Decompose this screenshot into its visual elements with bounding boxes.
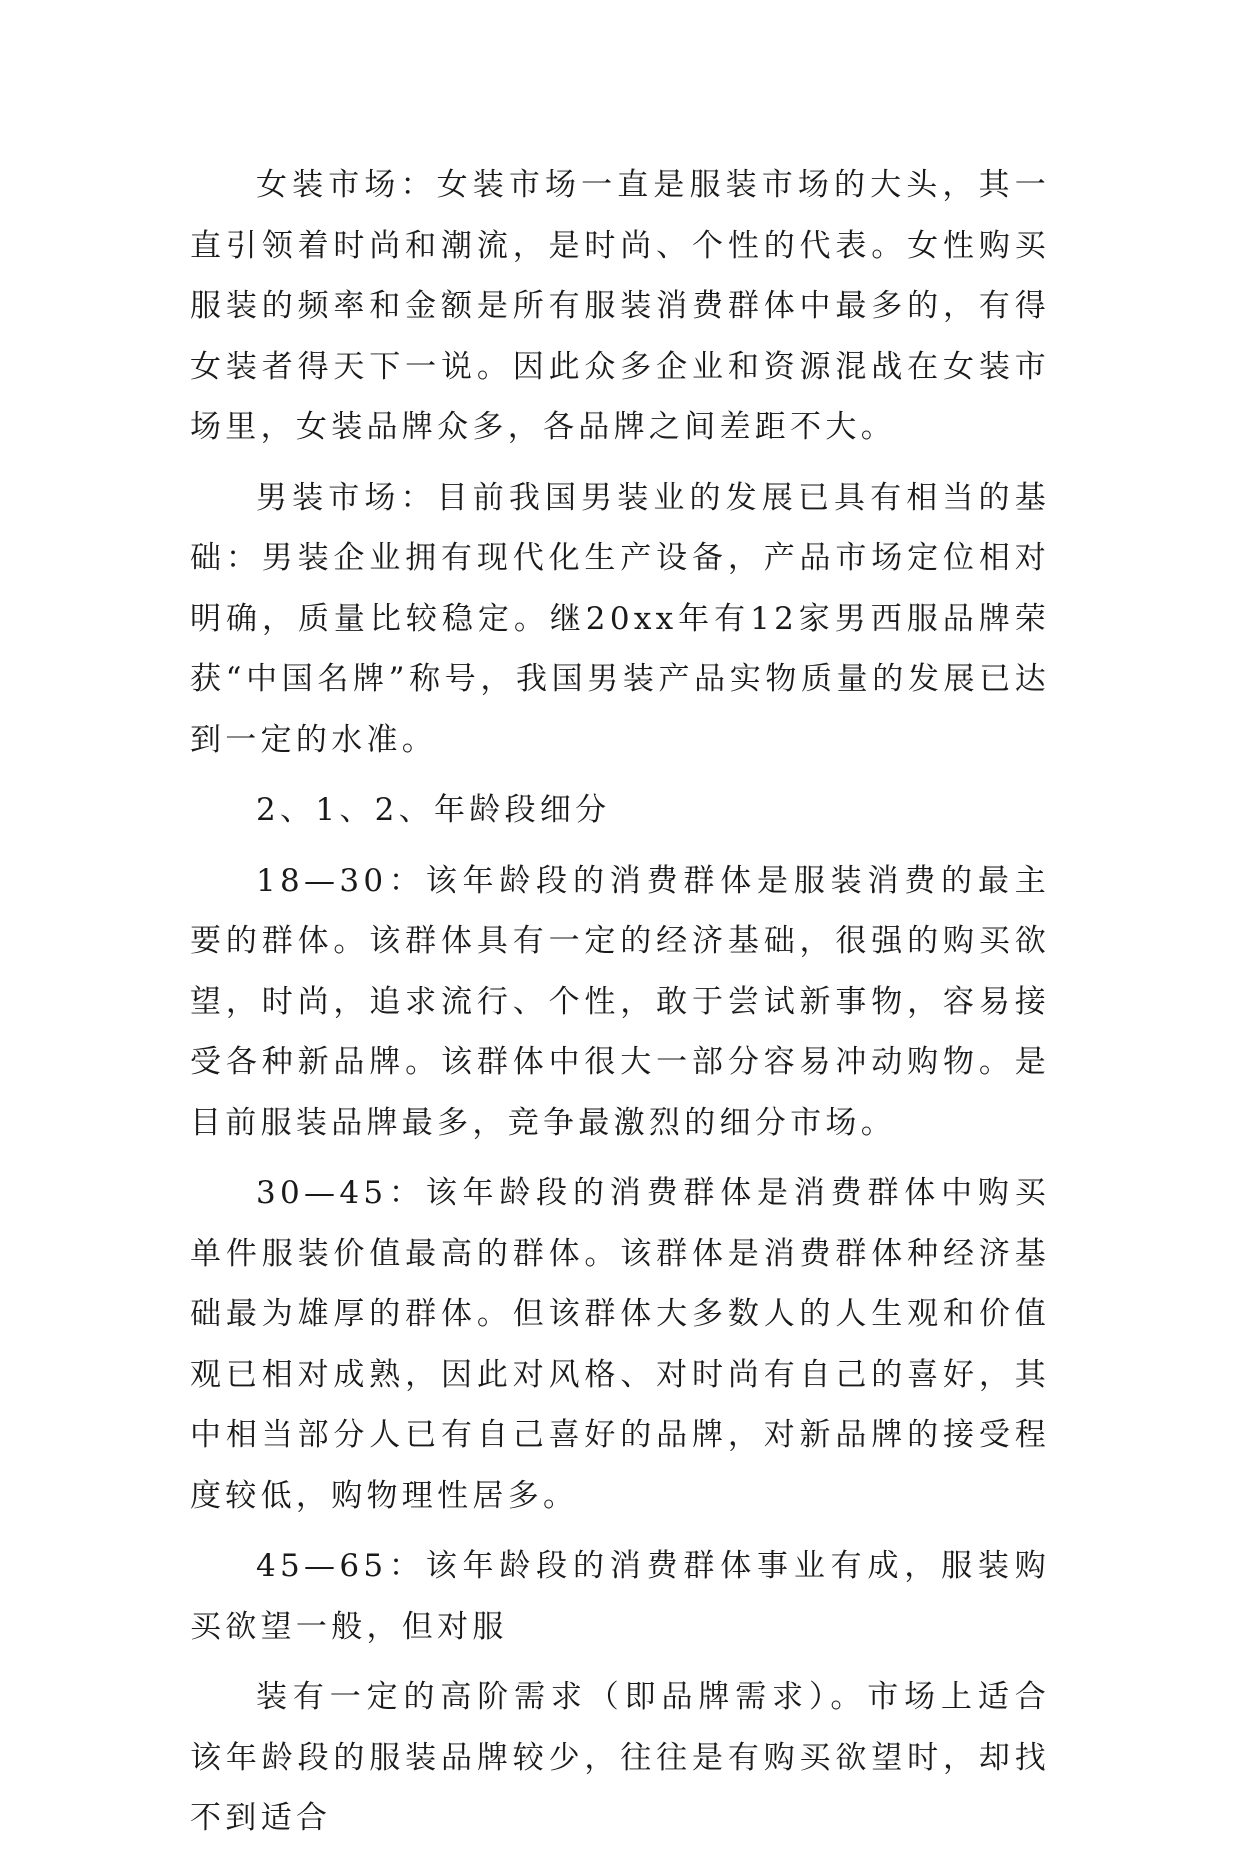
paragraph-age-30-45: 30—45：该年龄段的消费群体是消费群体中购买单件服装价值最高的群体。该群体是消费群体种经济基础最为雄厚的群体。但该群体大多数人的人生观和价值观已相对成熟，因此对风格、对时尚有自己的喜好，其中相当部分人已有自己喜好的品牌，对新品牌的接受程度较低，购物理性居多。 [190, 1175, 1050, 1514]
paragraph-age-45-65: 45—65：该年龄段的消费群体事业有成，服装购买欲望一般，但对服 [190, 1548, 1050, 1645]
section-heading-age-segment: 2、1、2、年龄段细分 [256, 792, 611, 828]
document-body [190, 155, 1050, 1859]
paragraph-womens-market: 女装市场：女装市场一直是服装市场的大头，其一直引领着时尚和潮流，是时尚、个性的代表。女性购买服装的频率和金额是所有服装消费群体中最多的，有得女装者得天下一说。因此众多企业和资源混战在女装市场里，女装品牌众多，各品牌之间差距不大。 [190, 167, 1050, 445]
paragraph-age-18-30: 18—30：该年龄段的消费群体是服装消费的最主要的群体。该群体具有一定的经济基础，很强的购买欲望，时尚，追求流行、个性，敢于尝试新事物，容易接受各种新品牌。该群体中很大一部分容易冲动购物。是目前服装品牌最多，竞争最激烈的细分市场。 [190, 862, 1050, 1141]
paragraph-age-45-65-continued: 装有一定的高阶需求（即品牌需求）。市场上适合该年龄段的服装品牌较少，往往是有购买欲望时，却找不到适合 [190, 1679, 1050, 1836]
paragraph-mens-market: 男装市场：目前我国男装业的发展已具有相当的基础：男装企业拥有现代化生产设备，产品市场定位相对明确，质量比较稳定。继20xx年有12家男西服品牌荣获“中国名牌”称号，我国男装产品实物质量的发展已达到一定的水准。 [190, 479, 1050, 758]
